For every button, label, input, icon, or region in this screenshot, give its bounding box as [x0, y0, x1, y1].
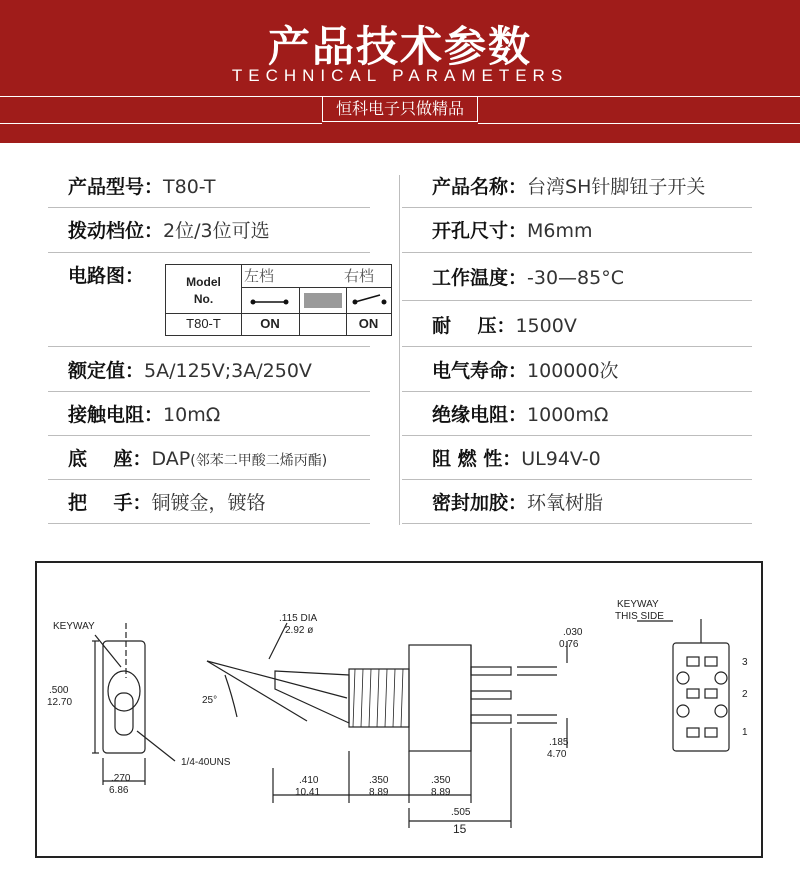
- spec-label: 耐 压：: [432, 315, 516, 337]
- len3-in-label: .350: [431, 775, 451, 786]
- circuit-model-value: T80-T: [186, 316, 221, 331]
- row-divider: [48, 252, 370, 253]
- circuit-left-header: 左档: [244, 268, 275, 285]
- spec-column-divider: [399, 175, 400, 525]
- spec-value: 台湾SH针脚钮子开关: [527, 176, 706, 198]
- circuit-table: [165, 264, 392, 336]
- circuit-left-value: ON: [260, 316, 280, 331]
- rear-slot: [687, 728, 699, 737]
- row-divider: [48, 479, 370, 480]
- spec-insulation: [432, 403, 608, 427]
- spec-value: 1500V: [515, 315, 577, 337]
- side-view-lever: [275, 671, 349, 723]
- len3-mm-label: 8.89: [431, 787, 451, 798]
- front-view-lever: [115, 693, 133, 735]
- spec-label: 产品型号：: [68, 176, 164, 198]
- pin-top: [471, 667, 511, 675]
- rear-slot: [687, 689, 699, 698]
- row-divider: [402, 346, 752, 347]
- spec-value: -30—85°C: [527, 267, 624, 289]
- circuit-grid-line: [166, 313, 391, 314]
- angle-line: [207, 661, 307, 721]
- circuit-model-header: Model: [186, 275, 221, 289]
- pin-2-label: 2: [742, 689, 748, 700]
- spec-value: UL94V-0: [521, 448, 601, 470]
- circuit-no-header: No.: [193, 292, 214, 306]
- keyway-label: KEYWAY: [53, 621, 95, 632]
- pin-1-label: 1: [742, 727, 748, 738]
- spec-label: 工作温度：: [432, 267, 528, 289]
- keyway-leader: [95, 635, 121, 667]
- rear-view-body: [673, 643, 729, 751]
- angle-line: [207, 661, 347, 698]
- slogan-box: 恒科电子只做精品: [322, 96, 478, 122]
- slogan-rule-right: [478, 96, 800, 124]
- angle-label: 25°: [202, 695, 218, 706]
- row-divider: [48, 391, 370, 392]
- switch-closed-icon: [248, 293, 294, 307]
- technical-drawing: [35, 561, 763, 858]
- spec-value-note: (邻苯二甲酸二烯丙酯): [190, 453, 328, 469]
- spec-value: 10mΩ: [163, 404, 221, 426]
- pin-bottom: [471, 715, 511, 723]
- keyway-this-side-label: KEYWAY: [617, 599, 659, 610]
- height-mm-label: 12.70: [47, 697, 73, 708]
- pitch-mm-label: 4.70: [547, 749, 567, 760]
- rear-slot: [705, 689, 717, 698]
- dia-in-label: .115 DIA: [279, 613, 318, 624]
- width-mm-label: 6.86: [109, 785, 129, 796]
- spec-label: 额定值：: [68, 360, 145, 382]
- spec-life: [432, 359, 619, 383]
- spec-voltage: [432, 314, 577, 338]
- spec-flammability: [432, 447, 601, 471]
- spec-label: 把 手：: [68, 492, 152, 514]
- row-divider: [48, 523, 370, 524]
- angle-arc: [225, 675, 237, 717]
- pin-in-label: .030: [563, 627, 583, 638]
- side-view-body: [409, 645, 471, 751]
- spec-label: 阻 燃 性：: [432, 448, 522, 470]
- spec-temperature: [432, 266, 624, 290]
- spec-value: 环氧树脂: [527, 492, 604, 514]
- page-title: 产品技术参数: [267, 22, 532, 71]
- thread-label: 1/4-40UNS: [181, 757, 231, 768]
- spec-value: M6mm: [527, 220, 593, 242]
- spec-rating: [68, 359, 312, 383]
- spec-value: 1000mΩ: [527, 404, 609, 426]
- height-in-label: .500: [49, 685, 69, 696]
- rear-hole: [715, 672, 727, 684]
- row-divider: [48, 435, 370, 436]
- rear-hole: [677, 705, 689, 717]
- circuit-grid-line: [241, 287, 391, 288]
- row-divider: [402, 252, 752, 253]
- page-subtitle: TECHNICAL PARAMETERS: [231, 66, 569, 85]
- dia-mm-label: 2.92 ø: [285, 625, 314, 636]
- rear-hole: [677, 672, 689, 684]
- spec-label: 绝缘电阻：: [432, 404, 528, 426]
- row-divider: [402, 523, 752, 524]
- spec-value: T80-T: [163, 176, 216, 198]
- rear-slot: [687, 657, 699, 666]
- row-divider: [402, 435, 752, 436]
- header-banner: [0, 0, 800, 143]
- spec-position: [68, 219, 270, 243]
- circuit-mid-swatch: [304, 293, 342, 308]
- row-divider: [402, 207, 752, 208]
- rear-slot: [705, 657, 717, 666]
- circuit-grid-line: [299, 287, 300, 335]
- pin-3-label: 3: [742, 657, 748, 668]
- len2-mm-label: 8.89: [369, 787, 389, 798]
- pin-mm-label: 0.76: [559, 639, 579, 650]
- pin-middle: [471, 691, 511, 699]
- spec-label: 电路图：: [68, 265, 145, 287]
- spec-value: 2位/3位可选: [163, 220, 270, 242]
- spec-label: 电气寿命：: [432, 360, 528, 382]
- len1-mm-label: 10.41: [295, 787, 321, 798]
- width-in-label: .270: [111, 773, 131, 784]
- row-divider: [48, 346, 370, 347]
- len1-in-label: .410: [299, 775, 319, 786]
- spec-label: 密封加胶：: [432, 492, 528, 514]
- total-mm-label: 15: [453, 822, 467, 836]
- row-divider: [402, 391, 752, 392]
- rear-slot: [705, 728, 717, 737]
- thread-leader: [137, 731, 175, 761]
- front-view-bushing: [108, 671, 140, 711]
- spec-label: 拨动档位：: [68, 220, 164, 242]
- slogan-rule-left: [0, 96, 322, 124]
- spec-label: 产品名称：: [432, 176, 528, 198]
- spec-circuit: [68, 264, 144, 288]
- keyway-this-side-label-2: THIS SIDE: [615, 611, 664, 622]
- spec-sealing: [432, 491, 603, 515]
- spec-contact-resistance: [68, 403, 220, 427]
- circuit-right-header: 右档: [344, 268, 375, 285]
- spec-label: 底 座：: [68, 448, 152, 470]
- switch-open-icon: [350, 291, 390, 307]
- spec-name: [432, 175, 705, 199]
- spec-handle: [68, 491, 265, 515]
- row-divider: [402, 479, 752, 480]
- spec-value: DAP: [151, 448, 191, 470]
- spec-value: 铜镀金，镀铬: [151, 492, 266, 514]
- spec-hole-size: [432, 219, 593, 243]
- row-divider: [48, 207, 370, 208]
- spec-label: 开孔尺寸：: [432, 220, 528, 242]
- spec-value: 5A/125V;3A/250V: [144, 360, 312, 382]
- spec-model: [68, 175, 216, 199]
- len2-in-label: .350: [369, 775, 389, 786]
- pitch-in-label: .185: [549, 737, 569, 748]
- spec-base: [68, 447, 327, 473]
- thread-pattern: [353, 669, 403, 727]
- rear-hole: [715, 705, 727, 717]
- spec-value: 100000次: [527, 360, 619, 382]
- circuit-right-value: ON: [358, 316, 379, 331]
- row-divider: [402, 300, 752, 301]
- spec-label: 接触电阻：: [68, 404, 164, 426]
- drawing-canvas: [37, 563, 761, 856]
- total-in-label: .505: [451, 807, 471, 818]
